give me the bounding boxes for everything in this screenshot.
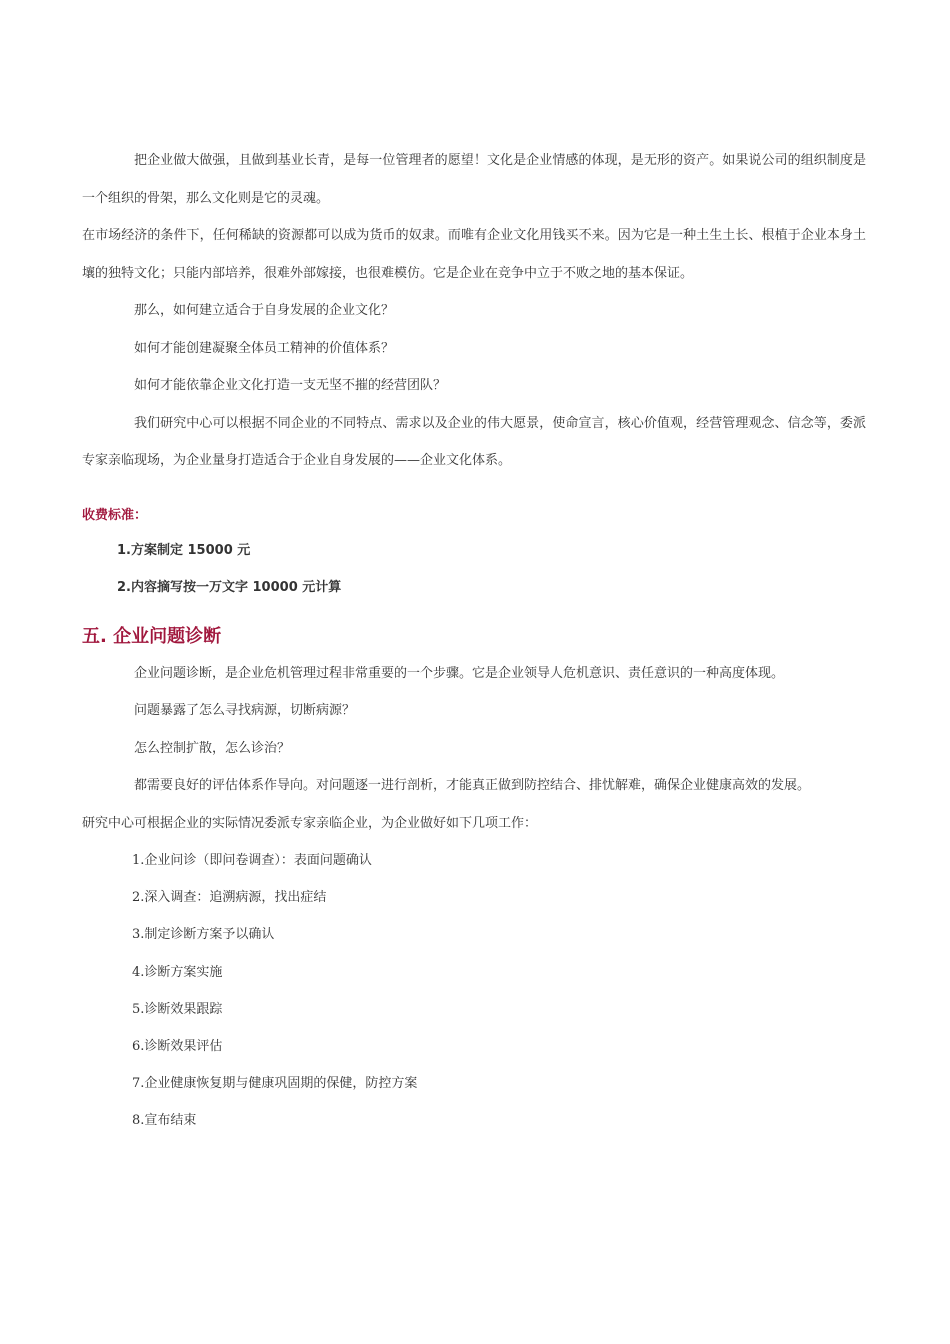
intro-question-1: 那么，如何建立适合于自身发展的企业文化？ (134, 303, 395, 318)
section-5-question-2: 怎么控制扩散，怎么诊治？ (134, 740, 291, 756)
list-item: 7.企业健康恢复期与健康巩固期的保健，防控方案 (132, 1076, 418, 1092)
fee-heading: 收费标准： (82, 507, 148, 523)
intro-question-2: 如何才能创建凝聚全体员工精神的价值体系？ (134, 340, 395, 356)
list-item: 5.诊断效果跟踪 (132, 1001, 223, 1017)
document-page (82, 142, 866, 1140)
fee-item-2: 2.内容摘写按一万文字 10000 元计算 (117, 580, 342, 595)
list-item: 1.企业问诊（即问卷调查）：表面问题确认 (132, 853, 372, 868)
section-5-title: 五. 企业问题诊断 (82, 625, 222, 647)
section-5-paragraph-2: 都需要良好的评估体系作导向。对问题逐一进行剖析，才能真正做到防控结合、排忧解难，确保企业健康高效的发展。 (134, 778, 811, 793)
list-item: 8.宣布结束 (132, 1113, 197, 1129)
fee-item-1: 1.方案制定 15000 元 (117, 542, 251, 558)
intro-question-3: 如何才能依靠企业文化打造一支无坚不摧的经营团队？ (134, 378, 447, 393)
intro-paragraph-3: 我们研究中心可以根据不同企业的不同特点、需求以及企业的伟大愿景，使命宣言，核心价值观，经营管理观念、信念等，委派专家亲临现场，为企业量身打造适合于企业自身发展的——企业文化体系。 (82, 415, 866, 468)
list-item: 4.诊断方案实施 (132, 964, 223, 980)
intro-paragraph-2: 在市场经济的条件下，任何稀缺的资源都可以成为货币的奴隶。而唯有企业文化用钱买不来。因为它是一种土生土长、根植于企业本身土壤的独特文化；只能内部培养，很难外部嫁接，也很难模仿。它是企业在竞争中立于不败之地的基本保证。 (82, 228, 866, 281)
section-5-paragraph-1: 企业问题诊断，是企业危机管理过程非常重要的一个步骤。它是企业领导人危机意识、责任意识的一种高度体现。 (134, 665, 785, 681)
list-item: 3.制定诊断方案予以确认 (132, 927, 275, 943)
section-5-paragraph-3: 研究中心可根据企业的实际情况委派专家亲临企业，为企业做好如下几项工作： (82, 815, 538, 831)
list-item: 2.深入调查：追溯病源，找出症结 (132, 890, 327, 906)
list-item: 6.诊断效果评估 (132, 1039, 223, 1055)
section-5-question-1: 问题暴露了怎么寻找病源，切断病源？ (134, 703, 356, 718)
intro-paragraph-1: 把企业做大做强，且做到基业长青，是每一位管理者的愿望！文化是企业情感的体现，是无形的资产。如果说公司的组织制度是一个组织的骨架，那么文化则是它的灵魂。 (82, 153, 866, 206)
diagnosis-steps-list (82, 842, 866, 1140)
